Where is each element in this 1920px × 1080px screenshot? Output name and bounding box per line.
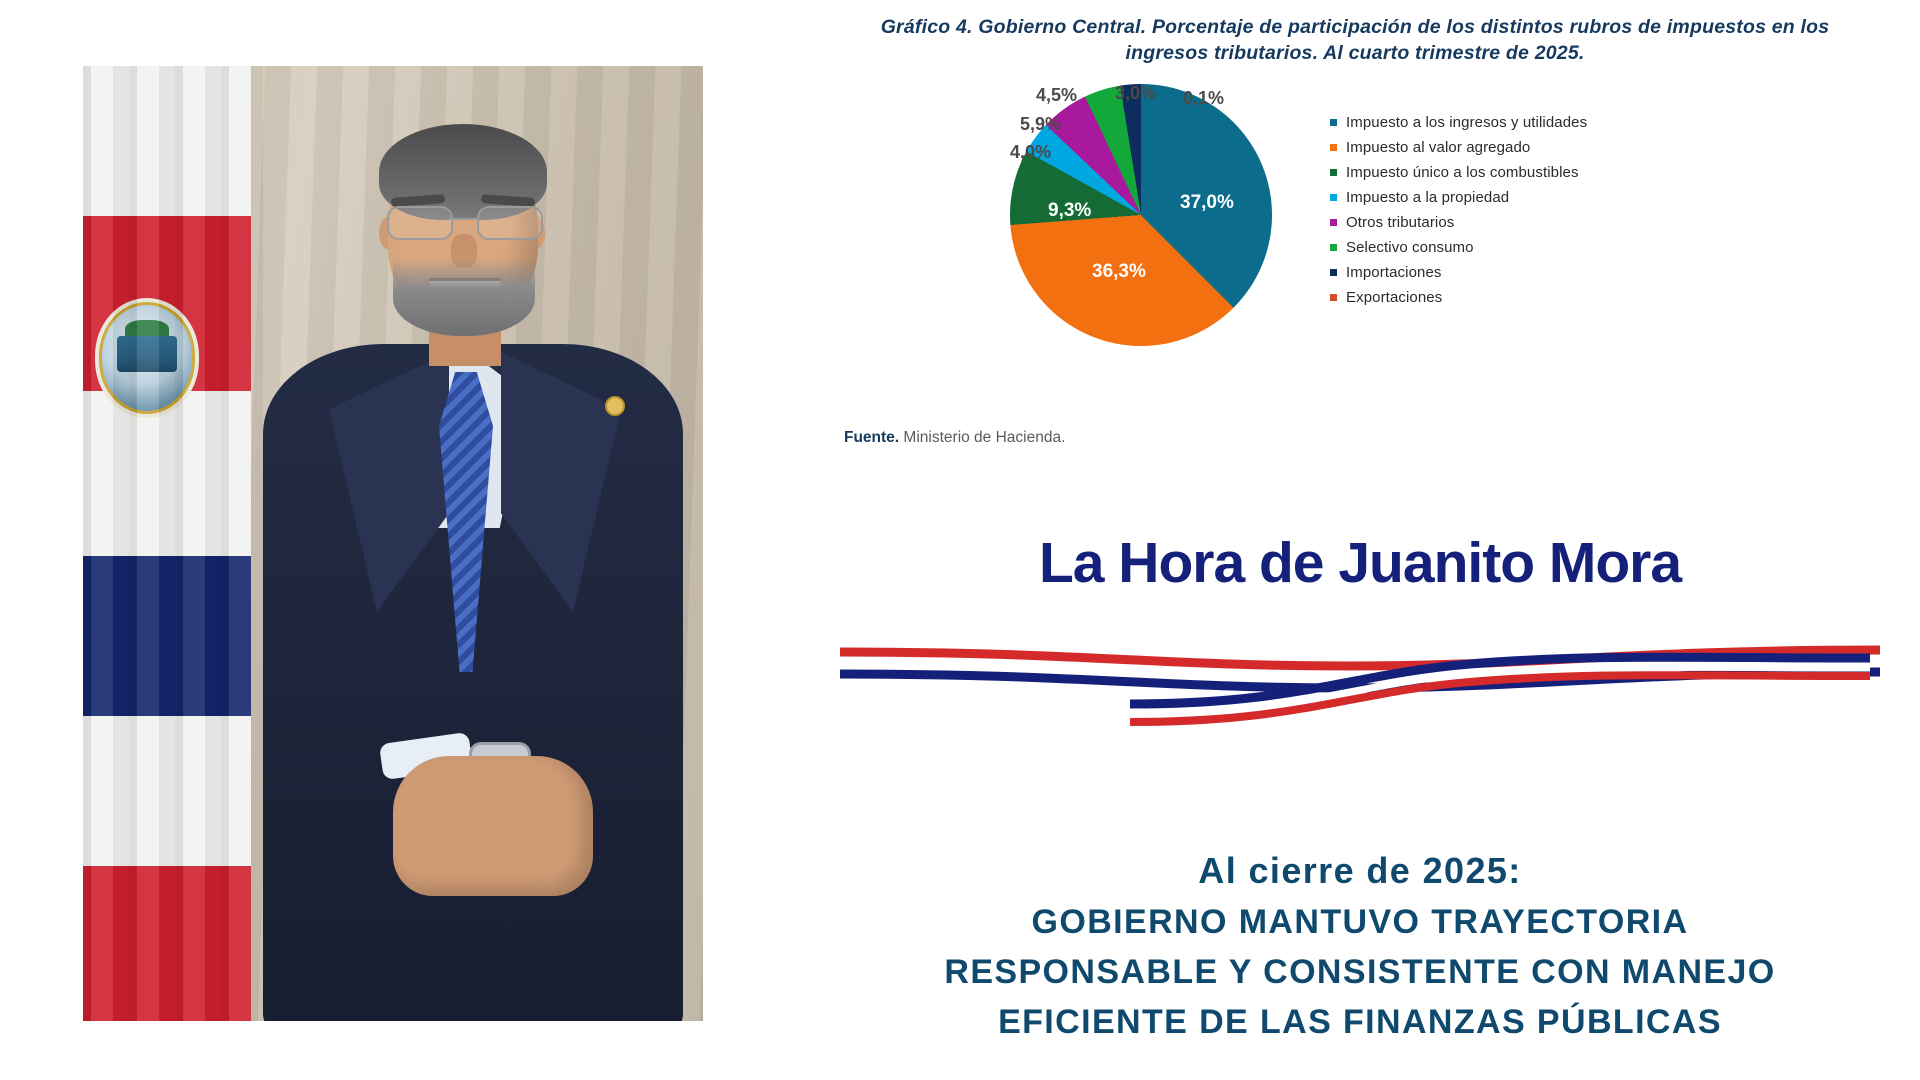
legend-swatch-icon bbox=[1330, 194, 1337, 201]
pie-plot-area bbox=[970, 76, 1310, 366]
headline-line-4: EFICIENTE DE LAS FINANZAS PÚBLICAS bbox=[998, 1003, 1722, 1041]
lapel-pin-icon bbox=[605, 396, 625, 416]
chart-title: Gráfico 4. Gobierno Central. Porcentaje de participación de los distintos rubros de impuestos en los ingresos tributarios. Al cuarto trimestre de 2025. bbox=[880, 16, 1830, 64]
legend-swatch-icon bbox=[1330, 119, 1337, 126]
headline-block bbox=[800, 845, 1920, 1047]
legend-item[interactable] bbox=[1330, 160, 1750, 185]
headline-line-2: GOBIERNO MANTUVO TRAYECTORIA bbox=[1031, 903, 1689, 941]
right-panel bbox=[800, 0, 1920, 1080]
person-figure bbox=[233, 66, 703, 1021]
legend-label: Otros tributarios bbox=[1346, 214, 1455, 231]
slice-label-otros: 5,9% bbox=[1020, 114, 1062, 134]
legend-swatch-icon bbox=[1330, 219, 1337, 226]
legend-item[interactable] bbox=[1330, 260, 1750, 285]
legend-label: Impuesto al valor agregado bbox=[1346, 139, 1531, 156]
legend-label: Importaciones bbox=[1346, 264, 1442, 281]
legend-item[interactable] bbox=[1330, 110, 1750, 135]
legend-item[interactable] bbox=[1330, 285, 1750, 310]
legend-item[interactable] bbox=[1330, 185, 1750, 210]
legend-item[interactable] bbox=[1330, 135, 1750, 160]
pie-chart bbox=[800, 76, 1920, 366]
legend-swatch-icon bbox=[1330, 269, 1337, 276]
chart-source bbox=[844, 429, 1065, 447]
legend-label: Impuesto a la propiedad bbox=[1346, 189, 1510, 206]
beard bbox=[393, 258, 535, 336]
legend-swatch-icon bbox=[1330, 294, 1337, 301]
headline-line-1: Al cierre de 2025: bbox=[1198, 850, 1522, 891]
legend-label: Exportaciones bbox=[1346, 289, 1443, 306]
legend-label: Impuesto a los ingresos y utilidades bbox=[1346, 114, 1588, 131]
clasped-hands bbox=[393, 756, 593, 896]
source-text: Ministerio de Hacienda. bbox=[899, 429, 1066, 446]
slice-label-ingresos: 37,0% bbox=[1180, 192, 1234, 213]
legend-swatch-icon bbox=[1330, 169, 1337, 176]
slice-label-selectivo: 4,5% bbox=[1036, 85, 1078, 105]
legend-item[interactable] bbox=[1330, 210, 1750, 235]
source-label: Fuente. bbox=[844, 429, 900, 446]
legend-label: Impuesto único a los combustibles bbox=[1346, 164, 1579, 181]
legend-swatch-icon bbox=[1330, 244, 1337, 251]
logo-text: La Hora de Juanito Mora bbox=[1038, 531, 1682, 595]
presidential-portrait-photo bbox=[83, 66, 703, 1021]
program-logo bbox=[800, 530, 1920, 730]
slice-label-exportaciones: 0,1% bbox=[1183, 88, 1225, 108]
slice-label-iva: 36,3% bbox=[1092, 261, 1146, 282]
eyeglasses-icon bbox=[385, 206, 543, 236]
legend-swatch-icon bbox=[1330, 144, 1337, 151]
flag-ribbon-icon bbox=[830, 618, 1890, 728]
slice-label-combustibles: 9,3% bbox=[1048, 200, 1092, 221]
slice-label-propiedad: 4,0% bbox=[1010, 142, 1052, 162]
headline-line-3: RESPONSABLE Y CONSISTENTE CON MANEJO bbox=[944, 953, 1776, 991]
slice-label-importaciones: 3,0% bbox=[1115, 83, 1157, 103]
legend-item[interactable] bbox=[1330, 235, 1750, 260]
chart-legend bbox=[1330, 110, 1750, 310]
legend-label: Selectivo consumo bbox=[1346, 239, 1474, 256]
